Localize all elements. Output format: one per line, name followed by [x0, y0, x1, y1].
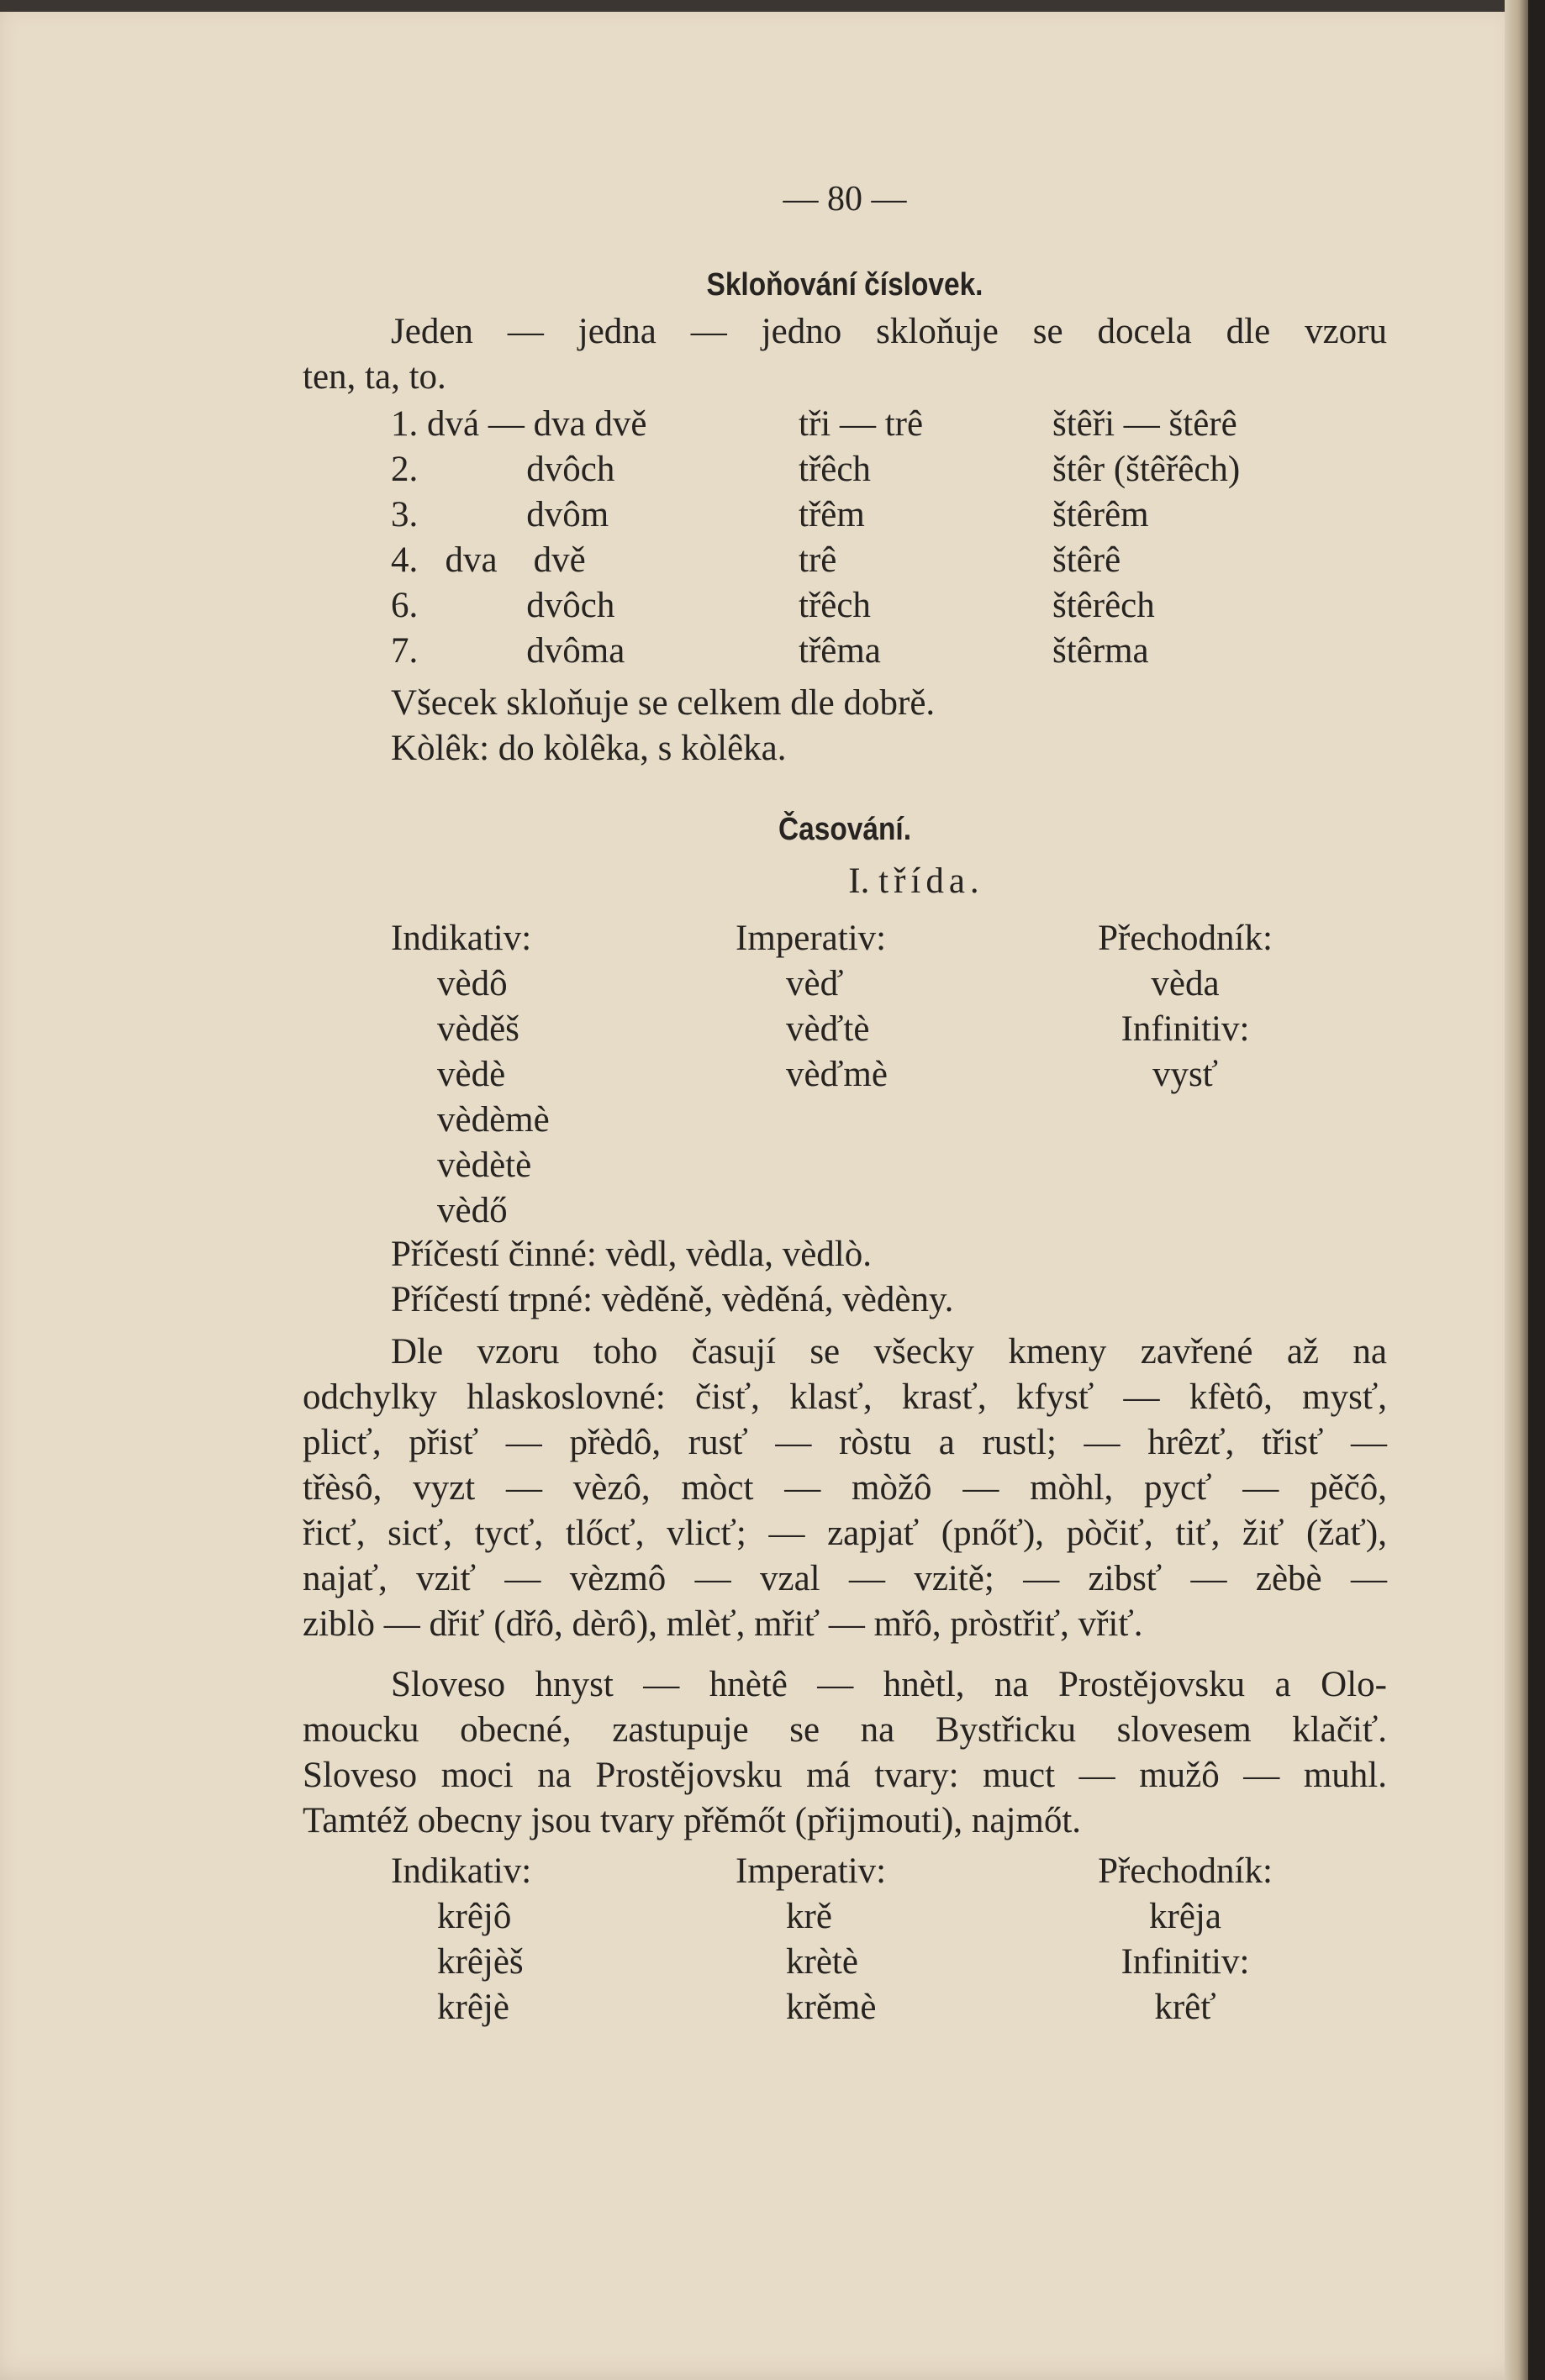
numerals-cell: štêr (štêřêch): [1052, 450, 1241, 489]
conj1-row: [303, 1143, 1387, 1188]
intro-line-1: Jeden — jedna — jedno skloňuje se docela dle vzoru: [391, 312, 1387, 351]
conj1-cell: Infinitiv:: [1121, 1009, 1250, 1049]
conj1-cell: vèdő: [437, 1191, 508, 1230]
conj1-row: [303, 1052, 1387, 1098]
verb-paragraph-line: Tamtéž obecny jsou tvary přěmőt (přijmouti), najmőt.: [303, 1801, 1082, 1840]
conj1-cell: Indikativ:: [391, 919, 532, 958]
numerals-cell: tři — trê: [799, 404, 924, 444]
numerals-cell: 4. dva dvě: [391, 540, 586, 580]
conj1-row: [303, 1188, 1387, 1234]
main-paragraph-line: odchylky hlaskoslovné: čisť, klasť, krasť, kfysť — kfètô, mysť,: [303, 1377, 1387, 1417]
numerals-cell: štêrma: [1052, 631, 1149, 671]
numerals-cell: trê: [799, 540, 837, 580]
numerals-cell: třêma: [799, 631, 881, 671]
conj2-cell: Infinitiv:: [1121, 1942, 1250, 1982]
numerals-row: [303, 402, 1387, 447]
conj2-cell: krêjèš: [437, 1942, 524, 1982]
intro-line-2: ten, ta, to.: [303, 357, 446, 397]
participle-active: Příčestí činné: vèdl, vèdla, vèdlò.: [391, 1235, 872, 1274]
numerals-cell: třêm: [799, 495, 865, 534]
participles: [303, 1232, 1387, 1323]
conj2-row: [303, 1894, 1387, 1940]
numerals-cell: třêch: [799, 586, 871, 625]
conj1-cell: Imperativ:: [736, 919, 887, 958]
conj2-cell: Indikativ:: [391, 1851, 532, 1891]
numerals-row: [303, 492, 1387, 538]
numerals-cell: štêři — štêrê: [1052, 404, 1237, 444]
intro-paragraph: [303, 309, 1387, 400]
conj2-cell: krêjè: [437, 1988, 509, 2027]
conj2-cell: krěmè: [786, 1988, 877, 2027]
conj1-cell: vèďtè: [786, 1009, 870, 1049]
conj2-cell: Přechodník:: [1098, 1851, 1273, 1891]
conj1-cell: vèdèmè: [437, 1100, 550, 1140]
verb-paragraph: [303, 1662, 1387, 1844]
conj1-cell: vèdètè: [437, 1145, 532, 1185]
conj1-cell: vèdè: [437, 1055, 506, 1094]
class-roman: I.: [848, 861, 870, 901]
main-paragraph-line: třèsô, vyzt — vèzô, mòct — mòžô — mòhl, pycť — pěčô,: [303, 1468, 1387, 1508]
heading-numerals: Skloňování číslovek.: [706, 267, 983, 303]
class-title: [303, 859, 1387, 904]
verb-paragraph-line: moucku obecné, zastupuje se na Bystřicku slovesem klačiť.: [303, 1710, 1387, 1750]
note-line-1: Všecek skloňuje se celkem dle dobrě.: [391, 683, 936, 723]
conj2-row: [303, 1985, 1387, 2030]
numerals-row: [303, 447, 1387, 492]
main-paragraph: [303, 1330, 1387, 1647]
numerals-row: [303, 629, 1387, 674]
conj2-cell: krě: [786, 1897, 832, 1936]
numerals-row: [303, 538, 1387, 583]
heading-conjugation: Časování.: [778, 812, 911, 847]
conj1-cell: vysť: [1152, 1055, 1219, 1094]
conj2-cell: krêjô: [437, 1897, 512, 1936]
verb-paragraph-line: Sloveso hnyst — hnètê — hnètl, na Prostějovsku a Olo-: [391, 1665, 1387, 1704]
page-gutter: [1505, 0, 1528, 2380]
conj1-row: [303, 1098, 1387, 1143]
numerals-notes: [303, 681, 1387, 771]
conj1-row: [303, 961, 1387, 1007]
conj1-cell: vèděš: [437, 1009, 519, 1049]
conj1-cell: Přechodník:: [1098, 919, 1273, 958]
conj1-cell: vèda: [1151, 964, 1220, 1003]
main-paragraph-line: řicť, sicť, tycť, tlőcť, vlicť; — zapjať (pnőť), pòčiť, tiť, žiť (žať),: [303, 1514, 1387, 1553]
numerals-cell: 7. dvôma: [391, 631, 625, 671]
numerals-cell: 2. dvôch: [391, 450, 615, 489]
class-word: třída.: [878, 861, 984, 901]
conj2-cell: krêja: [1149, 1897, 1221, 1936]
numerals-cell: 6. dvôch: [391, 586, 615, 625]
numerals-cell: 3. dvôm: [391, 495, 609, 534]
conj1-row: [303, 1007, 1387, 1052]
conj2-cell: krêť: [1154, 1988, 1216, 2027]
top-edge: [0, 0, 1528, 12]
conj1-cell: vèďmè: [786, 1055, 888, 1094]
numerals-cell: 1. dvá — dva dvě: [391, 404, 647, 444]
main-paragraph-line: najať, vziť — vèzmô — vzal — vzitě; — zibsť — zèbè —: [303, 1559, 1387, 1598]
conj1-cell: vèď: [786, 964, 844, 1003]
main-paragraph-line: plicť, přisť — přèdô, rusť — ròstu a rustl; — hrêzť, třisť —: [303, 1423, 1387, 1462]
conj1-cell: vèdô: [437, 964, 508, 1003]
conj2-cell: krètè: [786, 1942, 858, 1982]
conj2-row: [303, 1940, 1387, 1985]
note-line-2: Kòlêk: do kòlêka, s kòlêka.: [391, 729, 787, 768]
participle-passive: Příčestí trpné: vèděně, vèděná, vèdèny.: [391, 1280, 954, 1319]
page-number: — 80 —: [783, 180, 907, 219]
main-paragraph-line: Dle vzoru toho časují se všecky kmeny zavřené až na: [391, 1332, 1387, 1372]
verb-paragraph-line: Sloveso moci na Prostějovsku má tvary: muct — mužô — muhl.: [303, 1756, 1387, 1795]
numerals-cell: štêrêch: [1052, 586, 1155, 625]
numerals-row: [303, 583, 1387, 629]
numerals-cell: třêch: [799, 450, 871, 489]
conj2-cell: Imperativ:: [736, 1851, 887, 1891]
main-paragraph-line: ziblò — dřiť (dřô, dèrô), mlèť, mřiť — mřô, pròstřiť, vřiť.: [303, 1604, 1143, 1644]
conj2-row: [303, 1849, 1387, 1894]
conj1-row: [303, 916, 1387, 961]
numerals-cell: štêrê: [1052, 540, 1121, 580]
numerals-cell: štêrêm: [1052, 495, 1149, 534]
